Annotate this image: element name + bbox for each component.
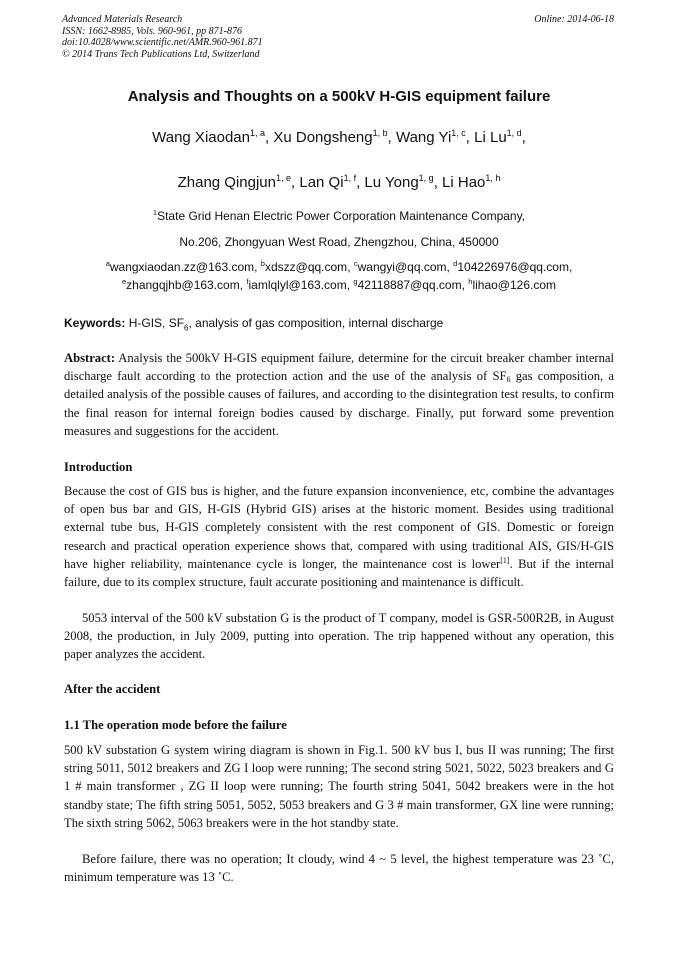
author-email-sup: d	[453, 259, 458, 268]
separator: ,	[446, 260, 454, 274]
separator: ,	[433, 174, 443, 191]
separator: ,	[254, 260, 261, 274]
email-list-line-2	[0, 277, 678, 292]
operation-mode-subheading: 1.1 The operation mode before the failure	[64, 718, 287, 732]
author-text: Wang Xiaodan	[152, 129, 250, 146]
author-email-sup: h	[468, 277, 473, 286]
author-text: Li Hao	[442, 174, 486, 191]
author	[152, 129, 273, 146]
author-email-sup: f	[246, 277, 249, 286]
separator: ,	[265, 129, 274, 146]
author-email	[106, 260, 261, 274]
author-email-text: zhangqjhb@163.com	[126, 278, 240, 292]
separator: ,	[346, 278, 354, 292]
operation-mode-paragraph-1: 500 kV substation G system wiring diagram is shown in Fig.1. 500 kV bus I, bus II was running; The first string 5011, 5012 breakers and ZG I loop were running; The second string 5021, 5022, 5023 breakers and G 1 # main transformer , ZG II loop were running; The fourth string 5041, 5042 breakers were in the hot standby state; The fifth string 5051, 5052, 5053 breakers and G 3 # main transformer, GX line were running; The sixth string 5062, 5063 breakers were in the hot standby state.	[64, 743, 614, 830]
author-sup: 1, f	[343, 173, 357, 183]
author-list-line-1	[0, 128, 678, 146]
email-list-line-1	[0, 259, 678, 274]
separator: ,	[465, 129, 475, 146]
affiliation-sup: 1	[152, 208, 158, 217]
author-email-text: 42118887@qq.com	[357, 278, 462, 292]
separator: ,	[387, 129, 396, 146]
author-email-sup: c	[353, 259, 358, 268]
introduction-paragraph-2: 5053 interval of the 500 kV substation G is the product of T company, model is GSR-500R2B, in August 2008, the production, in July 2009, putting into operation. The trip happened without any operation, this paper analyzes the accident.	[64, 611, 614, 662]
issn-line: ISSN: 1662-8985, Vols. 960-961, pp 871-876	[62, 25, 242, 37]
abstract-label: Abstract:	[64, 351, 116, 365]
author-email-text: lihao@126.com	[472, 278, 557, 292]
author-email-text: xdszz@qq.com	[264, 260, 348, 274]
online-date: Online: 2014-06-18	[534, 14, 614, 25]
author	[273, 129, 396, 146]
author	[178, 174, 300, 191]
author-text: Xu Dongsheng	[273, 129, 373, 146]
keywords-label: Keywords:	[64, 316, 126, 330]
author-text: Li Lu	[474, 129, 507, 146]
separator: ,	[521, 129, 526, 146]
copyright-line: © 2014 Trans Tech Publications Ltd, Switzerland	[62, 48, 260, 60]
author	[364, 174, 442, 191]
affiliation-line-2: No.206, Zhongyuan West Road, Zhengzhou, China, 450000	[179, 235, 499, 249]
journal-name: Advanced Materials Research	[62, 14, 183, 25]
author-email	[354, 260, 453, 274]
author-list-line-2	[0, 173, 678, 191]
separator: ,	[291, 174, 300, 191]
paper-title: Analysis and Thoughts on a 500kV H-GIS equipment failure	[127, 88, 551, 105]
author-email	[246, 278, 353, 292]
abstract: Abstract: Analysis the 500kV H-GIS equipment failure, determine for the circuit breaker chamber internal discharge fault according to the protection action and the use of the analysis of $SF_6$ gas composition, a detailed analysis of the possible causes of failures, and according to the disintegration test results, to confirm the final reason for internal foreign bodies caused by discharge. Finally, put forward some prevention measures and suggestions for the accident.	[64, 351, 614, 438]
affiliation-line-1	[0, 208, 678, 223]
author	[474, 129, 526, 146]
doi-line: doi:10.4028/www.scientific.net/AMR.960-961.871	[62, 37, 263, 48]
author-text: Lan Qi	[299, 174, 344, 191]
author-sup: 1, e	[276, 173, 292, 183]
separator: ,	[568, 260, 573, 274]
introduction-heading: Introduction	[64, 460, 133, 474]
author	[442, 174, 500, 191]
separator: ,	[461, 278, 469, 292]
author-email-sup: a	[105, 259, 110, 268]
keywords: Keywords: H-GIS, $SF_6$, analysis of gas composition, internal discharge	[64, 316, 444, 333]
separator: ,	[239, 278, 247, 292]
author-text: Zhang Qingjun	[177, 174, 276, 191]
author-email-text: wangyi@qq.com	[357, 260, 447, 274]
author-email	[261, 260, 354, 274]
author-email	[468, 278, 556, 292]
author-sup: 1, g	[418, 173, 434, 183]
author-sup: 1, h	[485, 173, 501, 183]
author-email-text: wangxiaodan.zz@163.com	[109, 260, 255, 274]
author-email-text: iamlqlyl@163.com	[248, 278, 347, 292]
citation-ref: [1]	[500, 555, 510, 565]
introduction-paragraph-1: Because the cost of GIS bus is higher, and the future expansion inconvenience, etc, combine the advantages of open bus bar and GIS, H-GIS (Hybrid GIS) arises at the historic moment. Besides using traditional external tube bus, H-GIS completely consistent with the rest component of GIS. Domestic or foreign research and practical operation experience shows that, compared with using traditional AIS, GIS/H-GIS have higher reliability, maintenance cycle is longer, the maintenance cost is lower[1]. But if the internal failure, due to its complex structure, fault accurate positioning and maintenance is difficult.	[64, 484, 614, 590]
author-sup: 1, c	[451, 128, 466, 138]
author-email-sup: e	[121, 277, 127, 286]
author-sup: 1, b	[372, 128, 388, 138]
author-email	[353, 278, 468, 292]
author-email-sup: b	[260, 259, 265, 268]
author-email-sup: g	[353, 277, 358, 286]
operation-mode-paragraph-2: Before failure, there was no operation; It cloudy, wind 4 ~ 5 level, the highest temperature was 23 ˚C, minimum temperature was 13 ˚C.	[64, 852, 614, 885]
author-email	[121, 277, 249, 292]
author-sup: 1, d	[506, 128, 522, 138]
journal-header	[62, 14, 263, 60]
separator: ,	[347, 260, 354, 274]
author	[396, 129, 474, 146]
affiliation-text: State Grid Henan Electric Power Corporation Maintenance Company,	[157, 209, 526, 223]
author	[299, 174, 364, 191]
author-sup: 1, a	[250, 128, 266, 138]
separator: ,	[356, 174, 365, 191]
author-text: Wang Yi	[395, 129, 452, 146]
author-text: Lu Yong	[364, 174, 419, 191]
after-accident-heading: After the accident	[64, 682, 161, 696]
author-email-text: 104226976@qq.com	[457, 260, 569, 274]
author-email	[453, 260, 572, 274]
